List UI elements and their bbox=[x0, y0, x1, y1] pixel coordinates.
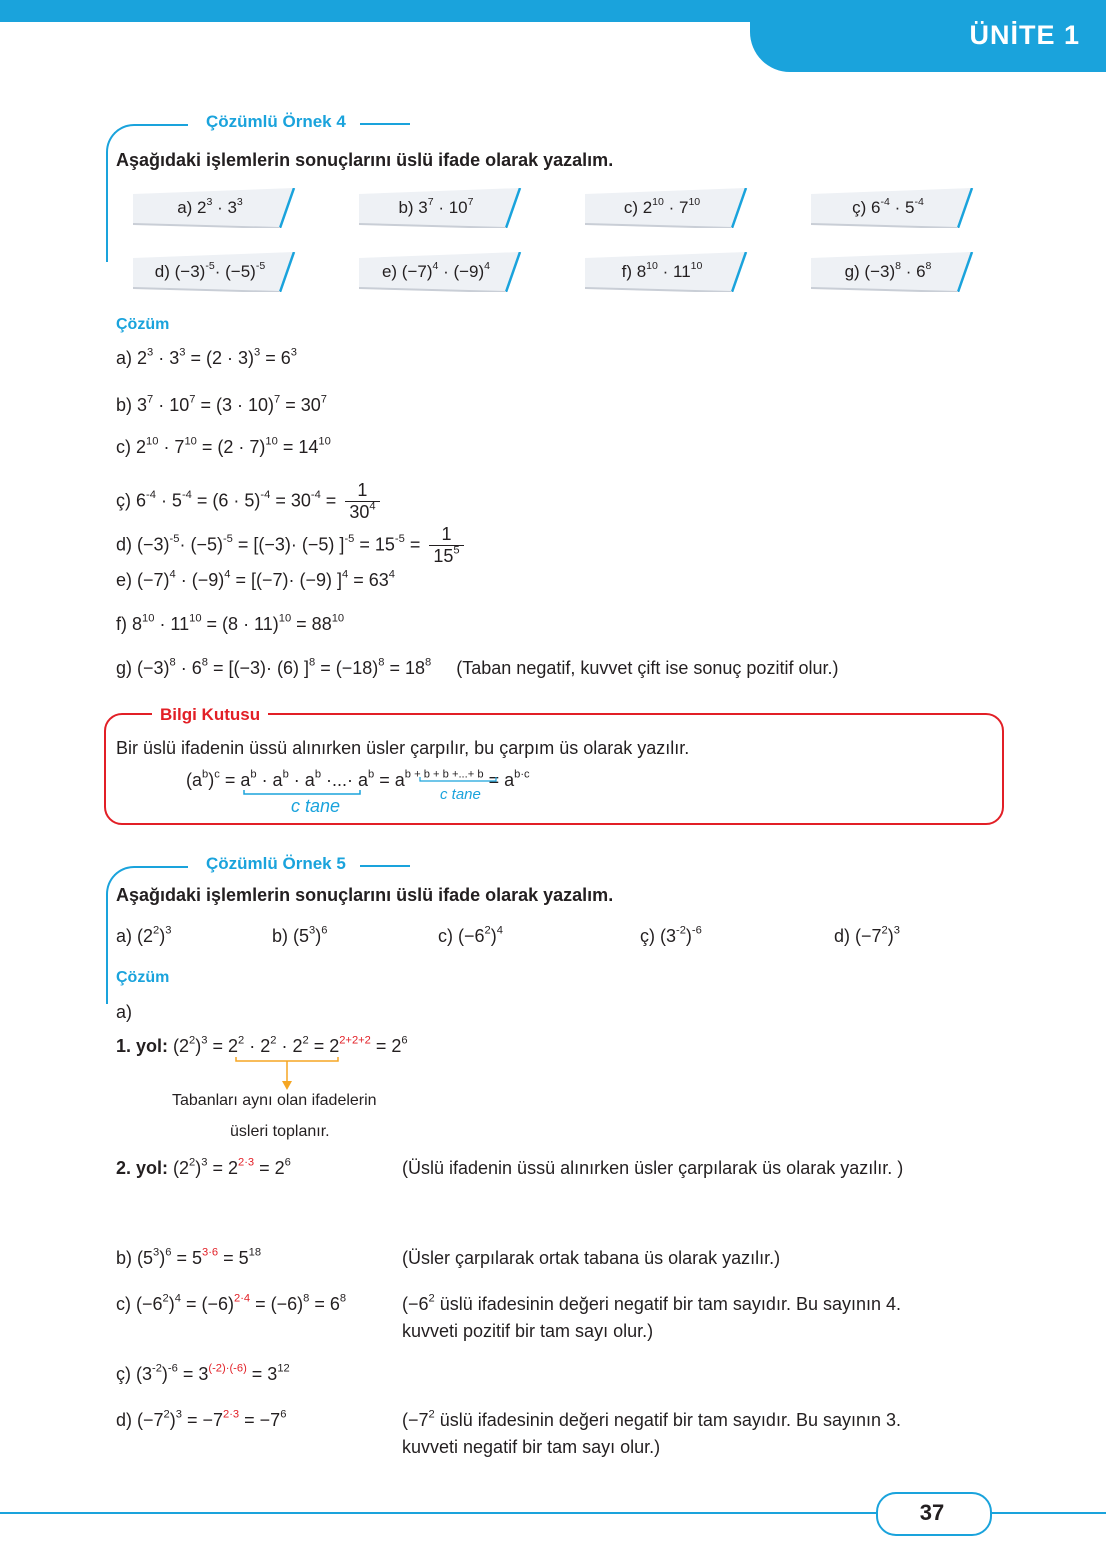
example4-item bbox=[808, 188, 974, 228]
example4-item bbox=[808, 252, 974, 292]
example4-item bbox=[582, 188, 748, 228]
example5-item: d) $(-7^2)^3$ bbox=[834, 924, 900, 946]
info-box bbox=[104, 713, 1004, 825]
c-note-1: ($-6^2$ üslü ifadesinin değeri negatif bir tam sayıdır. Bu sayının 4. bbox=[402, 1292, 902, 1314]
example4-item-label: c) $2^{10} \cdot 7^{10}$ bbox=[623, 196, 701, 217]
example4-solution-label: Çözüm bbox=[116, 316, 170, 333]
example5-item: ç) $(3^{-2})^{-6}$ bbox=[640, 924, 702, 946]
example4-item bbox=[130, 188, 296, 228]
example5-a-label: a) bbox=[116, 1002, 133, 1022]
unit-label: ÜNİTE 1 bbox=[969, 20, 1080, 50]
d-note-2: kuvveti negatif bir tam sayı olur.) bbox=[402, 1437, 661, 1457]
yol2-note: (Üslü ifadenin üssü alınırken üsler çarpılarak üs olarak yazılır. ) bbox=[402, 1158, 904, 1178]
info-box-text: Bir üslü ifadenin üssü alınırken üsler çarpılır, bu çarpım üs olarak yazılır. bbox=[116, 738, 690, 758]
info-c-tane-2: c tane bbox=[440, 786, 481, 803]
d-solution: d) $(-7^2)^3 = -7^{2\cdot 3} = -7^6$ bbox=[116, 1408, 287, 1430]
yol1-brace-arrow bbox=[234, 1056, 340, 1092]
example5-solution-label: Çözüm bbox=[116, 969, 170, 986]
example4-solution-line: a) $2^3 \cdot 3^3 = (2 \cdot 3)^3 = 6^3$ bbox=[116, 346, 297, 368]
yol1-note-1: Tabanları aynı olan ifadelerin bbox=[172, 1092, 377, 1109]
yol2-line: 2. yol: $(2^2)^3 = 2^{2\cdot 3} = 2^6$ bbox=[116, 1156, 291, 1178]
example4-item bbox=[582, 252, 748, 292]
example4-item-label: b) $3^7 \cdot 10^7$ bbox=[398, 196, 474, 217]
example5-question: Aşağıdaki işlemlerin sonuçlarını üslü ifade olarak yazalım. bbox=[116, 885, 614, 905]
example4-item-label: e) $(-7)^4 \cdot (-9)^4$ bbox=[381, 260, 491, 281]
example4-solution-line: ç) $6^{-4} \cdot 5^{-4} = (6 \cdot 5)^{-4} = 30^{-4}$ = $\frac{1}{30^4}$ bbox=[116, 480, 384, 523]
example4-item-label: d) $(-3)^{-5}\cdot (-5)^{-5}$ bbox=[154, 260, 266, 281]
example4-item bbox=[356, 252, 522, 292]
example4-solution-line: d) $(-3)^{-5}\cdot (-5)^{-5} = [(-3)\cdot (-5) ]^{-5} = 15^{-5}$ = $\frac{1}{15^5}$ bbox=[116, 524, 468, 567]
info-box-title: Bilgi Kutusu bbox=[152, 705, 268, 725]
example5-item: b) $(5^3)^6$ bbox=[272, 924, 328, 946]
b-note: (Üsler çarpılarak ortak tabana üs olarak yazılır.) bbox=[402, 1248, 781, 1268]
example4-solution-line: b) $3^7 \cdot 10^7 = (3 \cdot 10)^7 = 30^7$ bbox=[116, 393, 328, 415]
example4-solution-line: f) $8^{10} \cdot 11^{10} = (8 \cdot 11)^{10} = 88^{10}$ bbox=[116, 612, 345, 634]
example5-item: c) $(-6^2)^4$ bbox=[438, 924, 503, 946]
example4-solution-line: e) $(-7)^4 \cdot (-9)^4 = [(-7)\cdot (-9) ]^4 = 63^4$ bbox=[116, 568, 396, 590]
example4-title: Çözümlü Örnek 4 bbox=[206, 112, 346, 131]
c-note-2: kuvveti pozitif bir tam sayı olur.) bbox=[402, 1321, 654, 1341]
yol1-note-2: üsleri toplanır. bbox=[230, 1123, 330, 1140]
example4-item bbox=[130, 252, 296, 292]
example4-item-label: ç) $6^{-4} \cdot 5^{-4}$ bbox=[852, 196, 924, 217]
b-solution: b) $(5^3)^6 = 5^{3\cdot 6} = 5^{18}$ bbox=[116, 1246, 262, 1268]
example5-title: Çözümlü Örnek 5 bbox=[206, 854, 346, 873]
example4-item-label: f) $8^{10} \cdot 11^{10}$ bbox=[621, 260, 703, 281]
cc-solution: ç) $(3^{-2})^{-6} = 3^{(-2)\cdot(-6)} = 3^{12}$ bbox=[116, 1362, 290, 1384]
example4-item-label: a) $2^3 \cdot 3^3$ bbox=[177, 196, 243, 217]
page-number: 37 bbox=[919, 1500, 945, 1525]
example5-title-line bbox=[360, 865, 410, 867]
d-note-1: ($-7^2$ üslü ifadesinin değeri negatif bir tam sayıdır. Bu sayının 3. bbox=[402, 1408, 902, 1430]
example4-item bbox=[356, 188, 522, 228]
info-brace-2 bbox=[418, 776, 498, 784]
info-c-tane-1: c tane bbox=[291, 796, 341, 816]
c-solution: c) $(-6^2)^4 = (-6)^{2\cdot 4} = (-6)^8 = 6^8$ bbox=[116, 1292, 347, 1314]
example4-title-line bbox=[360, 123, 410, 125]
example4-solution-line: g) $(-3)^8 \cdot 6^8 = [(-3)\cdot (6) ]^8 = (-18)^8 = 18^8$ (Taban negatif, kuvvet çift ise sonuç pozitif olur.) bbox=[116, 656, 839, 678]
example4-question: Aşağıdaki işlemlerin sonuçlarını üslü ifade olarak yazalım. bbox=[116, 150, 614, 170]
example4-solution-line: c) $2^{10} \cdot 7^{10} = (2 \cdot 7)^{10} = 14^{10}$ bbox=[116, 435, 331, 457]
info-box-formula: $(a^b)^c = a^b \cdot a^b \cdot a^b$ ·...· $a^b = a^{b + b + b +...+ b} = a^{b\cdot c}$ bbox=[186, 768, 530, 790]
yol1-line: 1. yol: $(2^2)^3 = 2^2 \cdot 2^2 \cdot 2^2 = 2^{2+2+2} = 2^6$ bbox=[116, 1034, 408, 1056]
example4-item-label: g) $(-3)^8 \cdot 6^8$ bbox=[844, 260, 932, 281]
example5-item: a) $(2^2)^3$ bbox=[116, 924, 172, 946]
